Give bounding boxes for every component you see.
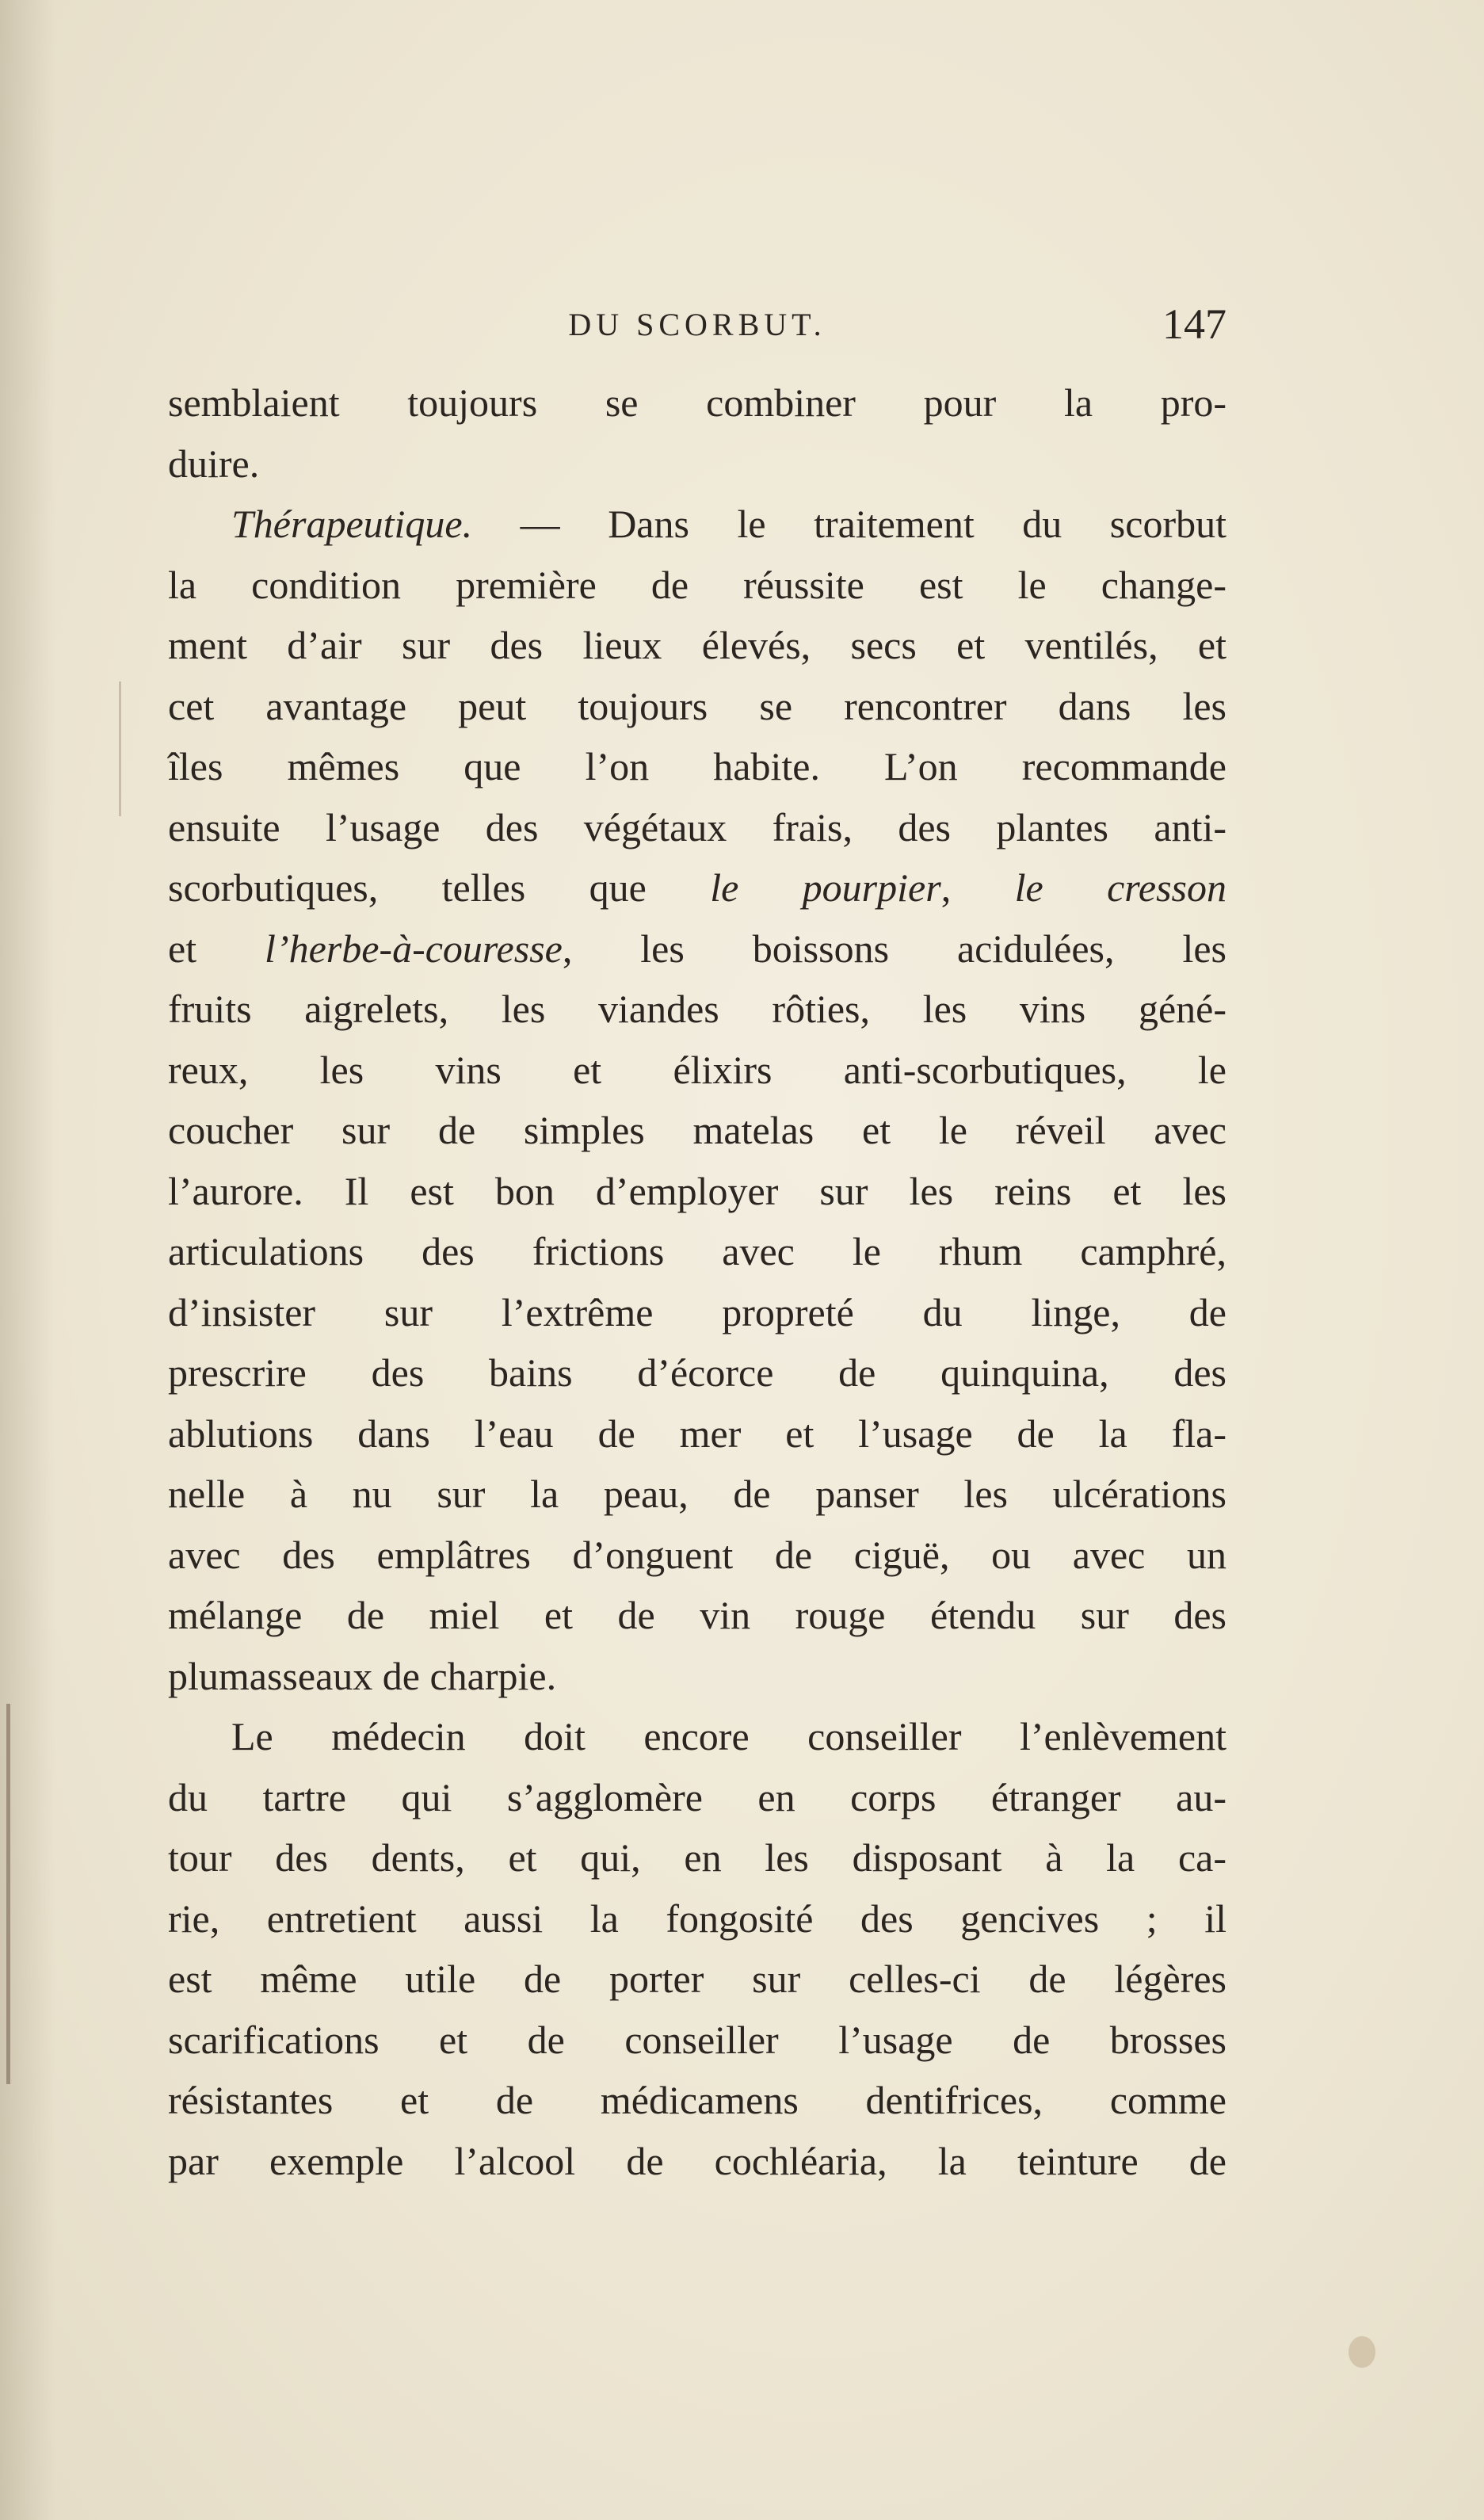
text-line: la condition première de réussite est le change-: [168, 562, 1226, 607]
text-line: coucher sur de simples matelas et le réveil avec: [168, 1108, 1226, 1152]
text-line: ment d’air sur des lieux élevés, secs et ventilés, et: [168, 623, 1226, 667]
text-line: îles mêmes que l’on habite. L’on recommande: [168, 744, 1226, 788]
text-line: et l’herbe-à-couresse, les boissons acidulées, les: [168, 926, 1226, 971]
text-line: rie, entretient aussi la fongosité des gencives ; il: [168, 1896, 1226, 1941]
section-heading: Thérapeutique.: [231, 502, 473, 546]
text-line: avec des emplâtres d’onguent de ciguë, ou avec un: [168, 1532, 1226, 1577]
running-head: DU SCORBUT.: [568, 307, 826, 342]
text-line: prescrire des bains d’écorce de quinquina, des: [168, 1350, 1226, 1395]
text-line: semblaient toujours se combiner pour la pro-: [168, 380, 1226, 425]
body-text: [168, 372, 1226, 2191]
foxing-spot: [1349, 2336, 1375, 2368]
text-line: tour des dents, et qui, en les disposant à la ca-: [168, 1835, 1226, 1880]
page-header: [168, 300, 1226, 355]
spine-shadow: [0, 0, 55, 2520]
text-line: par exemple l’alcool de cochléaria, la teinture de: [168, 2138, 1226, 2183]
text-line: mélange de miel et de vin rouge étendu sur des: [168, 1593, 1226, 1637]
margin-mark: [6, 1704, 10, 2084]
text-line: Le médecin doit encore conseiller l’enlèvement: [231, 1714, 1226, 1758]
text-line: plumasseaux de charpie.: [168, 1653, 557, 1698]
italic-term: le pourpier: [710, 865, 941, 910]
margin-mark: [119, 682, 121, 816]
italic-term: le cresson: [1014, 865, 1227, 910]
text-line: cet avantage peut toujours se rencontrer dans les: [168, 683, 1226, 728]
italic-term: l’herbe-à-couresse: [265, 926, 563, 971]
text-line: l’aurore. Il est bon d’employer sur les reins et les: [168, 1168, 1226, 1213]
text-line: reux, les vins et élixirs anti-scorbutiques, le: [168, 1047, 1226, 1092]
text-line: scarifications et de conseiller l’usage de brosses: [168, 2017, 1226, 2062]
text-line: ensuite l’usage des végétaux frais, des plantes anti-: [168, 804, 1226, 850]
page-number: 147: [1162, 300, 1226, 348]
text-line: fruits aigrelets, les viandes rôties, les vins géné-: [168, 987, 1226, 1031]
text-line: d’insister sur l’extrême propreté du linge, de: [168, 1289, 1226, 1334]
text-line: nelle à nu sur la peau, de panser les ulcérations: [168, 1472, 1226, 1516]
text-line: est même utile de porter sur celles-ci de légères: [168, 1957, 1226, 2001]
text-line: scorbutiques, telles que le pourpier, le cresson: [168, 865, 1227, 910]
text-line: résistantes et de médicamens dentifrices, comme: [168, 2078, 1226, 2122]
text-line: du tartre qui s’agglomère en corps étranger au-: [168, 1774, 1226, 1819]
text-line: Thérapeutique. — Dans le traitement du scorbut: [231, 502, 1226, 546]
text-line: duire.: [168, 441, 260, 486]
text-line: ablutions dans l’eau de mer et l’usage de la fla-: [168, 1411, 1226, 1456]
text-line: articulations des frictions avec le rhum camphré,: [168, 1229, 1226, 1273]
